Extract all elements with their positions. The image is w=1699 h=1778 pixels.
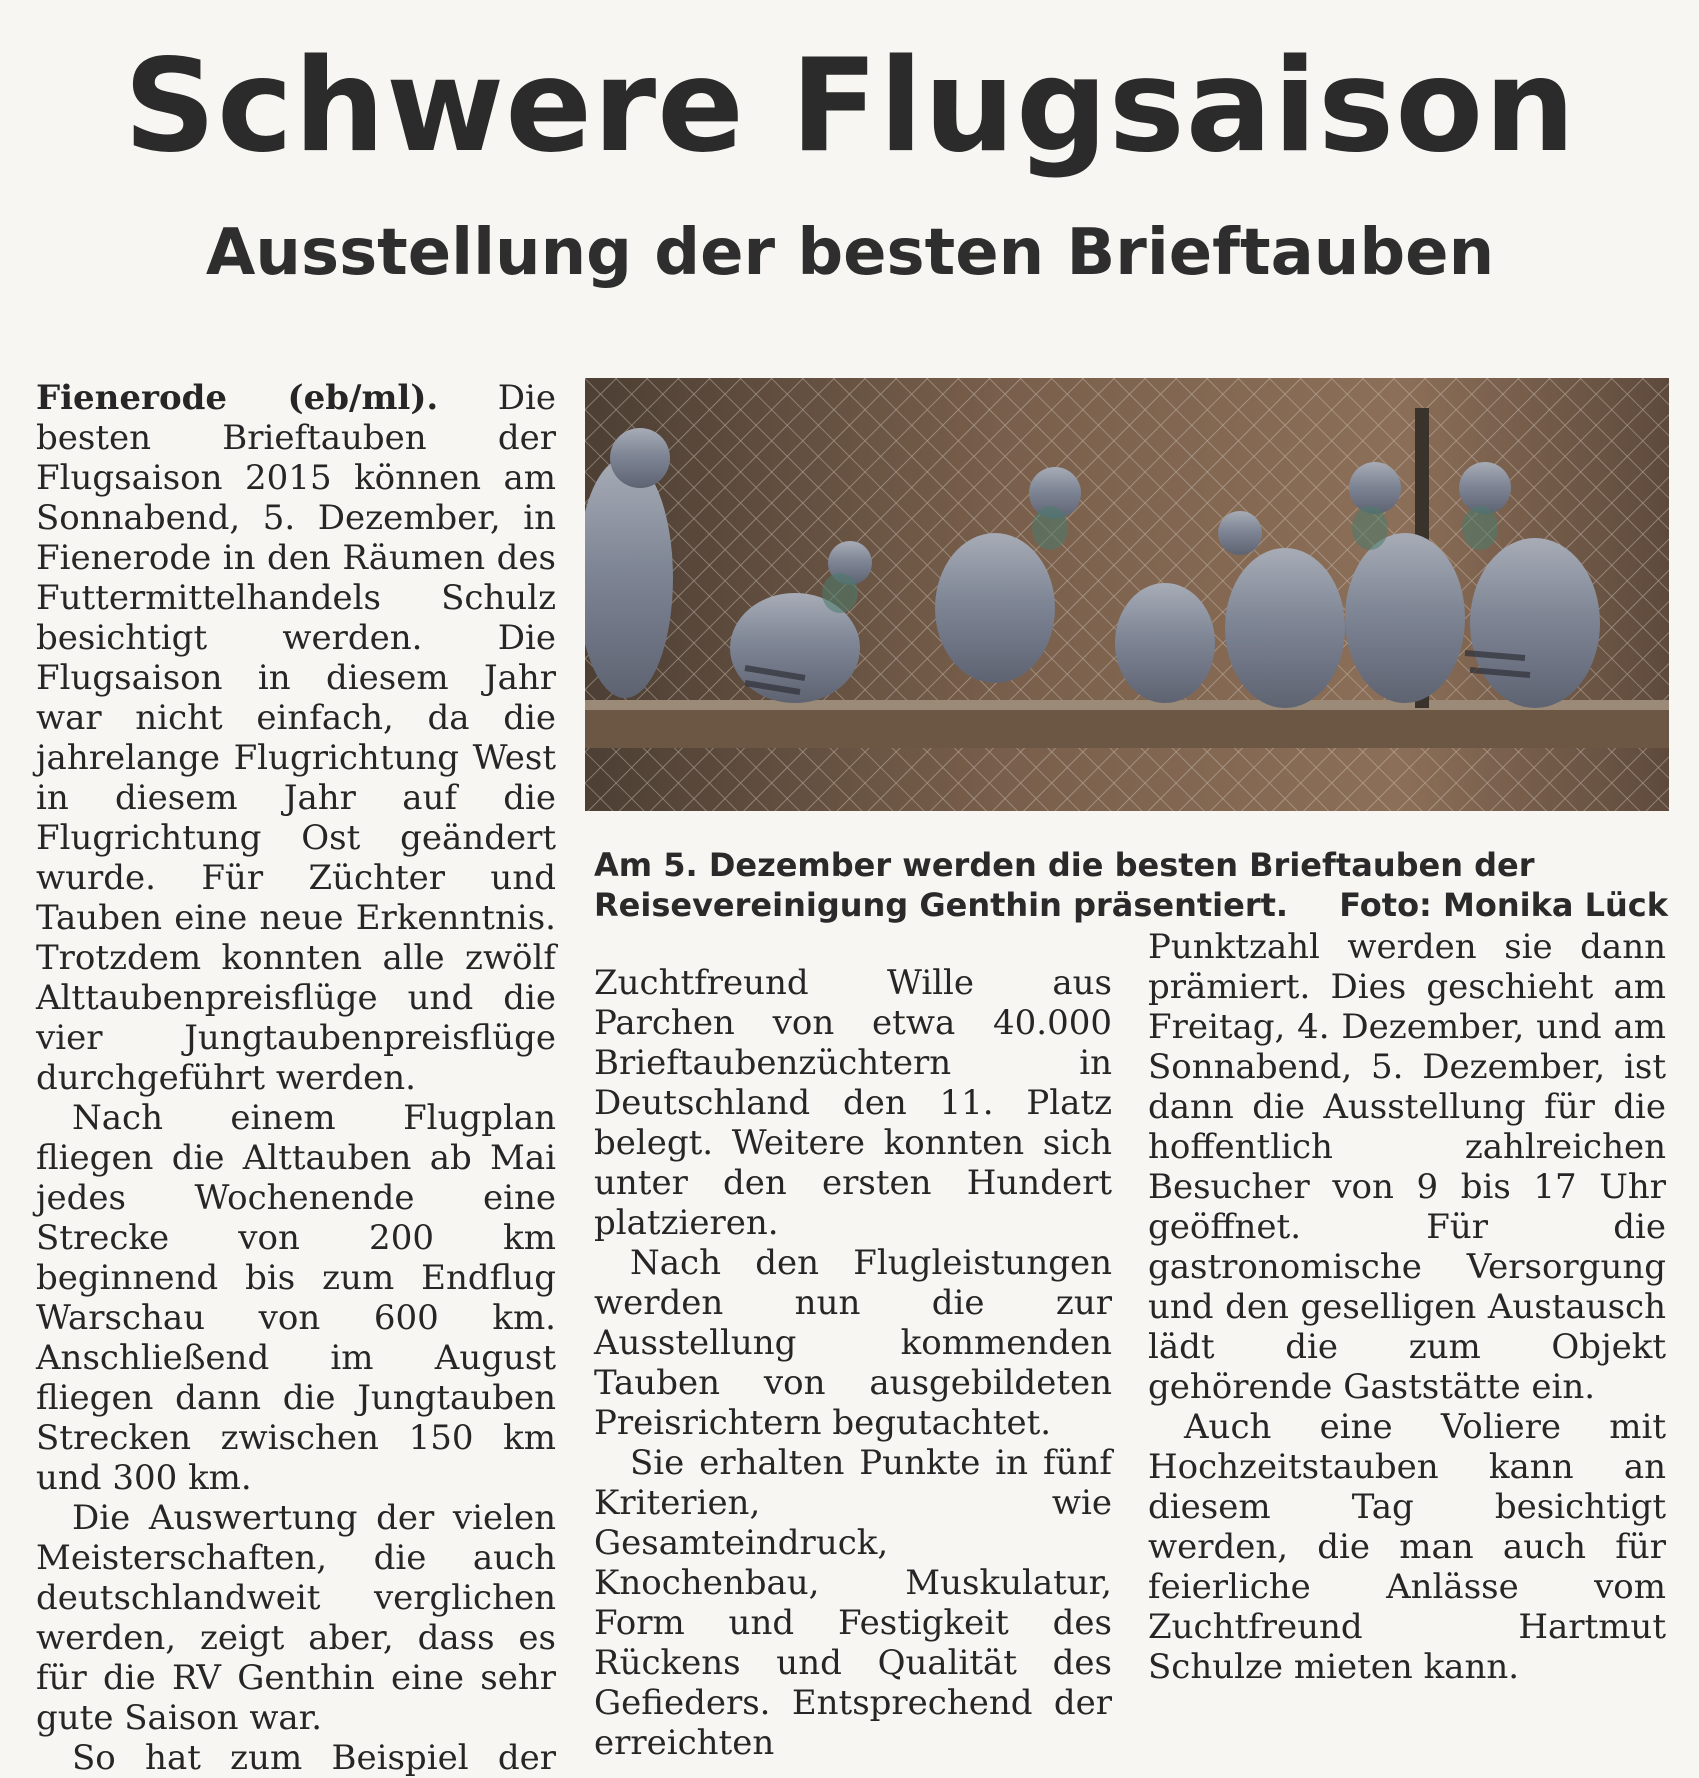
paragraph: Zuchtfreund Wille aus Parchen von etwa 40.000 Brieftaubenzüchtern in Deutschland den 11. Platz belegt. Weitere konnten sich unter den ersten Hundert platzieren. <box>594 963 1112 1243</box>
dateline: Fienerode (eb/ml). <box>36 378 439 418</box>
paragraph: So hat zum Beispiel der <box>72 1738 556 1778</box>
paragraph: Sie erhalten Punkte in fünf Kriterien, wie Gesamteindruck, Knochenbau, Muskulatur, Form und Festigkeit des Rückens und Qualität des Gefieders. Entsprechend der erreichten <box>594 1443 1112 1763</box>
paragraph <box>36 378 556 1098</box>
paragraph-text: Die besten Brieftauben der Flugsaison 2015 können am Sonnabend, 5. Dezember, in Fienerode in den Räumen des Futtermittelhandels Schulz besichtigt werden. Die Flugsaison in diesem Jahr war nicht einfach, da die jahrelange Flugrichtung West in diesem Jahr auf die Flugrichtung Ost geändert wurde. Für Züchter und Tauben eine neue Erkenntnis. Trotzdem konnten alle zwölf Alttaubenpreisflüge und die vier Jungtaubenpreisflüge durchgeführt werden. <box>36 378 556 1098</box>
headline: Schwere Flugsaison <box>123 32 1577 181</box>
paragraph: Nach den Flugleistungen werden nun die zur Ausstellung kommenden Tauben von ausgebildeten Preisrichtern begutachtet. <box>594 1243 1112 1443</box>
photo-credit: Foto: Monika Lück <box>1339 886 1668 924</box>
caption-text: Am 5. Dezember werden die besten Brieftauben der Reisevereinigung Genthin präsentiert. <box>594 846 1535 924</box>
column-3 <box>1148 927 1666 1687</box>
photo-caption <box>594 845 1668 925</box>
subheadline: Ausstellung der besten Brieftauben <box>205 216 1495 290</box>
paragraph: Die Auswertung der vielen Meisterschaften, die auch deutschlandweit verglichen werden, zeigt aber, dass es für die RV Genthin eine sehr gute Saison war. <box>36 1498 556 1738</box>
pigeon-photo-image <box>585 378 1669 811</box>
paragraph: Auch eine Voliere mit Hochzeitstauben kann an diesem Tag besichtigt werden, die man auch für feierliche Anlässe vom Zuchtfreund Hartmut Schulze mieten kann. <box>1148 1407 1666 1687</box>
column-1 <box>36 378 556 1778</box>
paragraph: Nach einem Flugplan fliegen die Alttauben ab Mai jedes Wochenende eine Strecke von 200 km beginnend bis zum Endflug Warschau von 600 km. Anschließend im August fliegen dann die Jungtauben Strecken zwischen 150 km und 300 km. <box>36 1098 556 1498</box>
paragraph: Punktzahl werden sie dann prämiert. Dies geschieht am Freitag, 4. Dezember, und am Sonnabend, 5. Dezember, ist dann die Ausstellung für die hoffentlich zahlreichen Besucher von 9 bis 17 Uhr geöffnet. Für die gastronomische Versorgung und den geselligen Austausch lädt die zum Objekt gehörende Gaststätte ein. <box>1148 927 1666 1407</box>
pigeon-photo <box>585 378 1669 811</box>
column-2 <box>594 963 1112 1763</box>
